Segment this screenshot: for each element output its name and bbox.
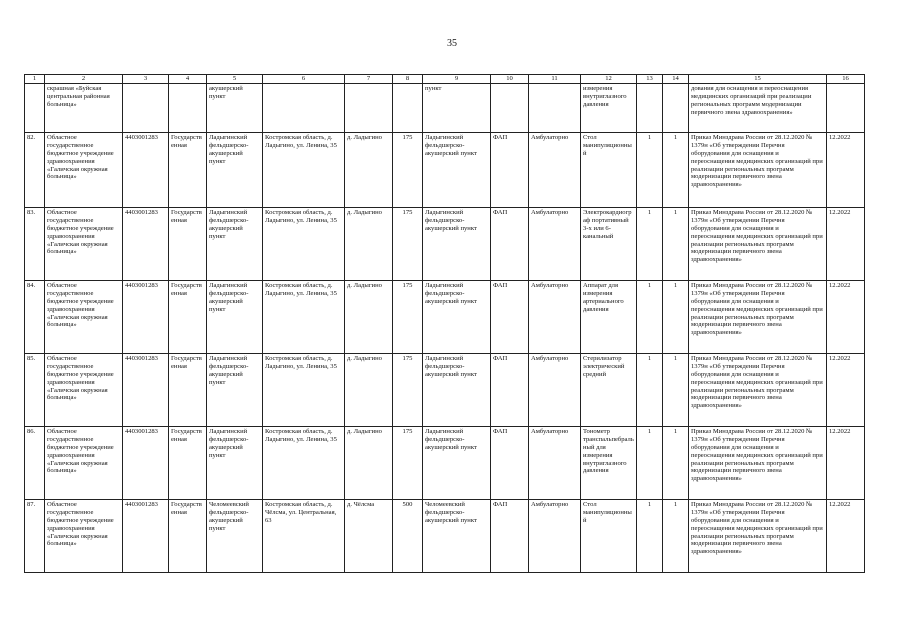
facility-name-cell: Ладыгинский фельдшерско-акушерский пункт bbox=[207, 132, 263, 207]
quantity-cell: 1 bbox=[637, 280, 663, 353]
inn-cell: 4403001283 bbox=[123, 426, 169, 499]
customer-cell: Областное государственное бюджетное учреждение здравоохранения «Галичская окружная больница» bbox=[45, 207, 123, 280]
column-number: 7 bbox=[345, 75, 393, 84]
quantity-cell: 1 bbox=[637, 353, 663, 426]
care-mode-cell: Амбулаторно bbox=[529, 353, 581, 426]
care-mode-cell: Амбулаторно bbox=[529, 207, 581, 280]
inn-cell: 4403001283 bbox=[123, 499, 169, 572]
table-row bbox=[25, 499, 865, 572]
column-number: 15 bbox=[689, 75, 827, 84]
point-name-cell: Ладыгинский фельдшерско-акушерский пункт bbox=[423, 132, 491, 207]
column-number: 2 bbox=[45, 75, 123, 84]
care-mode-cell: Амбулаторно bbox=[529, 280, 581, 353]
population-cell: 175 bbox=[393, 132, 423, 207]
page-number: 35 bbox=[447, 38, 457, 49]
facility-name-cell: акушерский пункт bbox=[207, 83, 263, 132]
row-number: 86. bbox=[25, 426, 45, 499]
equipment-cell: измерения внутриглазного давления bbox=[581, 83, 637, 132]
table-row bbox=[25, 280, 865, 353]
point-name-cell: пункт bbox=[423, 83, 491, 132]
equipment-register-table bbox=[24, 74, 865, 573]
basis-cell: дования для оснащения и переоснащения медицинских организаций при реализации региональных программ модернизации первичного звена здравоохранения» bbox=[689, 83, 827, 132]
equipment-cell: Стол манипуляционный bbox=[581, 499, 637, 572]
column-number: 3 bbox=[123, 75, 169, 84]
ownership-cell: Государственная bbox=[169, 353, 207, 426]
point-name-cell: Челомеевский фельдшерско-акушерский пункт bbox=[423, 499, 491, 572]
ownership-cell: Государственная bbox=[169, 499, 207, 572]
quantity-cell: 1 bbox=[663, 207, 689, 280]
basis-cell: Приказ Минздрава России от 28.12.2020 № 1379н «Об утверждении Перечня оборудования для оснащения и переоснащения медицинских организаций при реализации региональных программ модернизации первичного звена здравоохранения» bbox=[689, 499, 827, 572]
equipment-cell: Тонометр транспальпебральный для измерения внутриглазного давления bbox=[581, 426, 637, 499]
customer-cell: Областное государственное бюджетное учреждение здравоохранения «Галичская окружная больница» bbox=[45, 280, 123, 353]
locality-cell: д. Ладыгино bbox=[345, 353, 393, 426]
customer-cell: Областное государственное бюджетное учреждение здравоохранения «Галичская окружная больница» bbox=[45, 426, 123, 499]
locality-cell: д. Ладыгино bbox=[345, 280, 393, 353]
quantity-cell: 1 bbox=[637, 207, 663, 280]
column-number: 8 bbox=[393, 75, 423, 84]
equipment-cell: Стерилизатор электрический средний bbox=[581, 353, 637, 426]
ownership-cell: Государственная bbox=[169, 426, 207, 499]
column-number: 5 bbox=[207, 75, 263, 84]
address-cell: Костромская область, д. Ладыгино, ул. Ленина, 35 bbox=[263, 280, 345, 353]
facility-name-cell: Челомеевский фельдшерско-акушерский пункт bbox=[207, 499, 263, 572]
point-name-cell: Ладыгинский фельдшерско-акушерский пункт bbox=[423, 207, 491, 280]
point-type-cell: ФАП bbox=[491, 353, 529, 426]
basis-cell: Приказ Минздрава России от 28.12.2020 № 1379н «Об утверждении Перечня оборудования для оснащения и переоснащения медицинских организаций при реализации региональных программ модернизации первичного звена здравоохранения» bbox=[689, 426, 827, 499]
population-cell: 500 bbox=[393, 499, 423, 572]
date-cell: 12.2022 bbox=[827, 280, 865, 353]
table-row bbox=[25, 132, 865, 207]
column-number-row bbox=[25, 75, 865, 84]
column-number: 12 bbox=[581, 75, 637, 84]
equipment-cell: Электрокардиограф портативный 3-х или 6-канальный bbox=[581, 207, 637, 280]
column-number: 1 bbox=[25, 75, 45, 84]
row-number: 83. bbox=[25, 207, 45, 280]
date-cell: 12.2022 bbox=[827, 353, 865, 426]
column-number: 10 bbox=[491, 75, 529, 84]
table-row bbox=[25, 426, 865, 499]
inn-cell: 4403001283 bbox=[123, 280, 169, 353]
quantity-cell: 1 bbox=[637, 499, 663, 572]
population-cell: 175 bbox=[393, 353, 423, 426]
column-number: 16 bbox=[827, 75, 865, 84]
date-cell: 12.2022 bbox=[827, 426, 865, 499]
row-number: 85. bbox=[25, 353, 45, 426]
inn-cell: 4403001283 bbox=[123, 132, 169, 207]
inn-cell: 4403001283 bbox=[123, 353, 169, 426]
address-cell: Костромская область, д. Чёлсма, ул. Центральная, 63 bbox=[263, 499, 345, 572]
customer-cell: скрашная «Буйская центральная районная больница» bbox=[45, 83, 123, 132]
care-mode-cell: Амбулаторно bbox=[529, 132, 581, 207]
locality-cell: д. Ладыгино bbox=[345, 132, 393, 207]
customer-cell: Областное государственное бюджетное учреждение здравоохранения «Галичская окружная больница» bbox=[45, 132, 123, 207]
care-mode-cell: Амбулаторно bbox=[529, 426, 581, 499]
customer-cell: Областное государственное бюджетное учреждение здравоохранения «Галичская окружная больница» bbox=[45, 353, 123, 426]
column-number: 4 bbox=[169, 75, 207, 84]
quantity-cell: 1 bbox=[663, 426, 689, 499]
basis-cell: Приказ Минздрава России от 28.12.2020 № 1379н «Об утверждении Перечня оборудования для оснащения и переоснащения медицинских организаций при реализации региональных программ модернизации первичного звена здравоохранения» bbox=[689, 280, 827, 353]
quantity-cell: 1 bbox=[637, 132, 663, 207]
point-name-cell: Ладыгинский фельдшерско-акушерский пункт bbox=[423, 426, 491, 499]
column-number: 11 bbox=[529, 75, 581, 84]
locality-cell: д. Ладыгино bbox=[345, 207, 393, 280]
point-type-cell: ФАП bbox=[491, 499, 529, 572]
basis-cell: Приказ Минздрава России от 28.12.2020 № 1379н «Об утверждении Перечня оборудования для оснащения и переоснащения медицинских организаций при реализации региональных программ модернизации первичного звена здравоохранения» bbox=[689, 132, 827, 207]
facility-name-cell: Ладыгинский фельдшерско-акушерский пункт bbox=[207, 207, 263, 280]
point-name-cell: Ладыгинский фельдшерско-акушерский пункт bbox=[423, 280, 491, 353]
address-cell: Костромская область, д. Ладыгино, ул. Ленина, 35 bbox=[263, 207, 345, 280]
row-number: 82. bbox=[25, 132, 45, 207]
row-number: 84. bbox=[25, 280, 45, 353]
ownership-cell: Государственная bbox=[169, 132, 207, 207]
date-cell: 12.2022 bbox=[827, 499, 865, 572]
point-type-cell: ФАП bbox=[491, 207, 529, 280]
basis-cell: Приказ Минздрава России от 28.12.2020 № 1379н «Об утверждении Перечня оборудования для оснащения и переоснащения медицинских организаций при реализации региональных программ модернизации первичного звена здравоохранения» bbox=[689, 207, 827, 280]
date-cell: 12.2022 bbox=[827, 207, 865, 280]
row-number: 87. bbox=[25, 499, 45, 572]
population-cell: 175 bbox=[393, 207, 423, 280]
column-number: 14 bbox=[663, 75, 689, 84]
basis-cell: Приказ Минздрава России от 28.12.2020 № 1379н «Об утверждении Перечня оборудования для оснащения и переоснащения медицинских организаций при реализации региональных программ модернизации первичного звена здравоохранения» bbox=[689, 353, 827, 426]
facility-name-cell: Ладыгинский фельдшерско-акушерский пункт bbox=[207, 353, 263, 426]
address-cell: Костромская область, д. Ладыгино, ул. Ленина, 35 bbox=[263, 353, 345, 426]
continued-row bbox=[25, 83, 865, 132]
facility-name-cell: Ладыгинский фельдшерско-акушерский пункт bbox=[207, 426, 263, 499]
quantity-cell: 1 bbox=[663, 353, 689, 426]
locality-cell: д. Ладыгино bbox=[345, 426, 393, 499]
quantity-cell: 1 bbox=[663, 499, 689, 572]
inn-cell: 4403001283 bbox=[123, 207, 169, 280]
facility-name-cell: Ладыгинский фельдшерско-акушерский пункт bbox=[207, 280, 263, 353]
locality-cell: д. Чёлсма bbox=[345, 499, 393, 572]
column-number: 13 bbox=[637, 75, 663, 84]
point-type-cell: ФАП bbox=[491, 280, 529, 353]
population-cell: 175 bbox=[393, 280, 423, 353]
quantity-cell: 1 bbox=[637, 426, 663, 499]
equipment-cell: Аппарат для измерения артериального давления bbox=[581, 280, 637, 353]
customer-cell: Областное государственное бюджетное учреждение здравоохранения «Галичская окружная больница» bbox=[45, 499, 123, 572]
address-cell: Костромская область, д. Ладыгино, ул. Ленина, 35 bbox=[263, 426, 345, 499]
date-cell: 12.2022 bbox=[827, 132, 865, 207]
ownership-cell: Государственная bbox=[169, 280, 207, 353]
quantity-cell: 1 bbox=[663, 132, 689, 207]
quantity-cell: 1 bbox=[663, 280, 689, 353]
point-type-cell: ФАП bbox=[491, 132, 529, 207]
address-cell: Костромская область, д. Ладыгино, ул. Ленина, 35 bbox=[263, 132, 345, 207]
equipment-cell: Стол манипуляционный bbox=[581, 132, 637, 207]
point-name-cell: Ладыгинский фельдшерско-акушерский пункт bbox=[423, 353, 491, 426]
table-row bbox=[25, 353, 865, 426]
point-type-cell: ФАП bbox=[491, 426, 529, 499]
ownership-cell: Государственная bbox=[169, 207, 207, 280]
table-row bbox=[25, 207, 865, 280]
column-number: 9 bbox=[423, 75, 491, 84]
care-mode-cell: Амбулаторно bbox=[529, 499, 581, 572]
column-number: 6 bbox=[263, 75, 345, 84]
population-cell: 175 bbox=[393, 426, 423, 499]
